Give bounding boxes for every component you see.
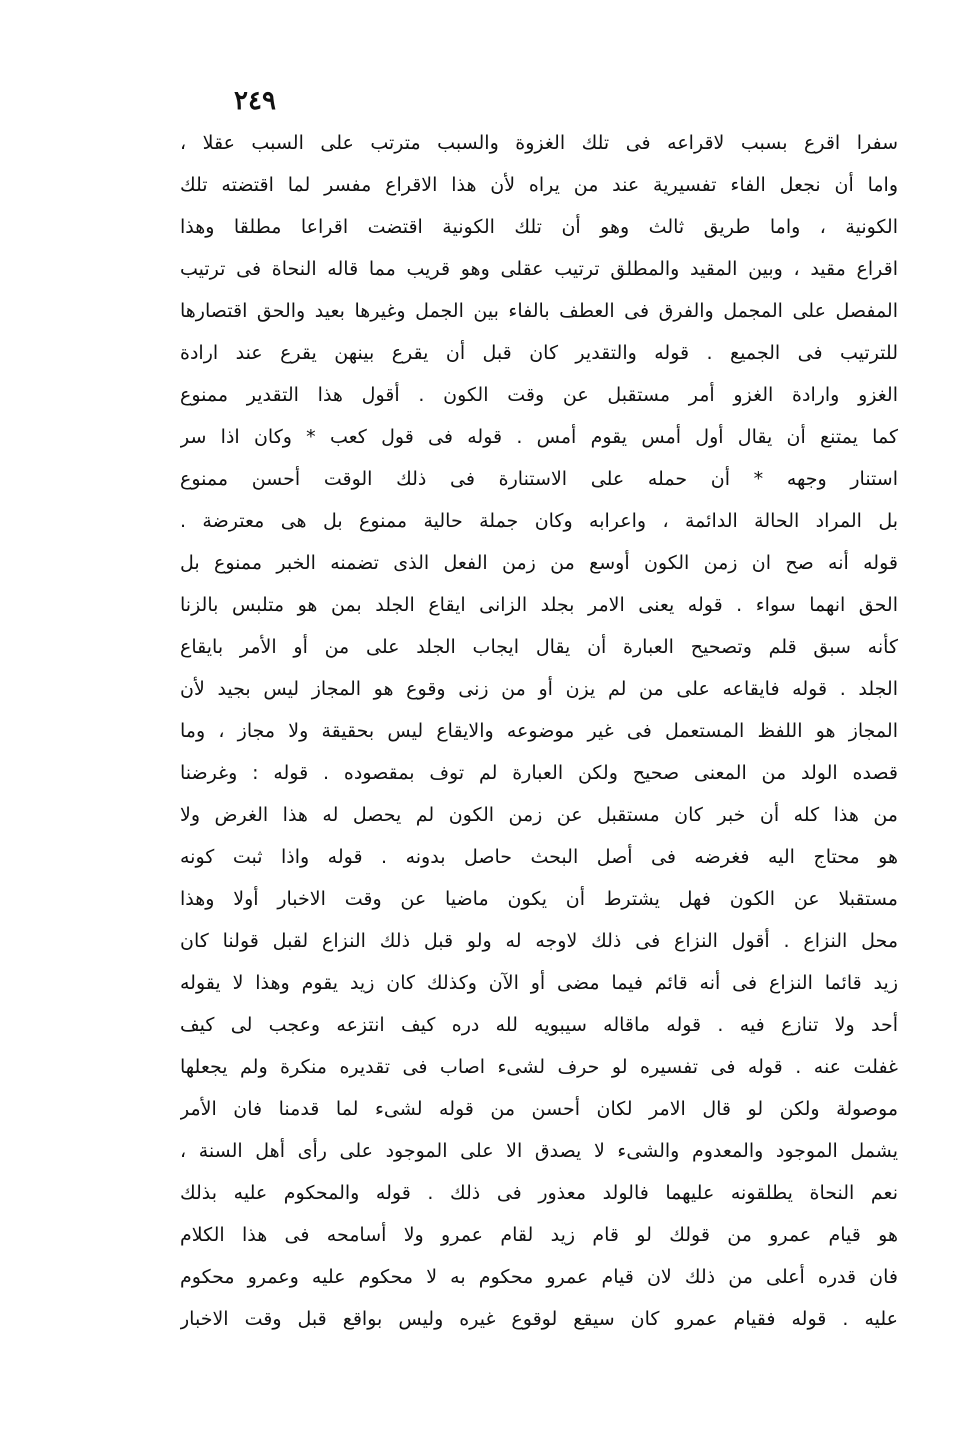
text-line: الغزو وارادة الغزو أمر مستقبل عن وقت الكون . أقول هذا التقدير ممنوع	[180, 384, 898, 406]
text-line: المجاز هو اللفظ المستعمل فى غير موضوعه والايقاع ليس بحقيقة ولا مجاز ، وما	[180, 720, 898, 742]
text-line: من هذا كله أن خبر كان مستقبل عن زمن الكون لم يحصل له هذا الغرض ولا	[180, 804, 898, 826]
text-line: مستقبلا عن الكون فهل يشترط أن يكون ماضيا عن وقت الاخبار أولا وهذا	[180, 888, 898, 910]
text-line: واما أن نجعل الفاء تفسيرية عند من يراه لأن هذا الاقراع مفسر لما اقتضته تلك	[180, 174, 898, 196]
text-line: زيد قائما النزاع فى أنه قائم فيما مضى أو الآن وكذلك كان زيد يقوم وهذا لا يقوله	[180, 972, 898, 994]
text-line: أحد ولا تنازع فيه . قوله ماقاله سيبويه لله دره كيف انتزعه وعجب لى كيف	[180, 1014, 898, 1036]
text-line: استنار وجهه * أن حمله على الاستنارة فى ذلك الوقت أحسن ممنوع	[180, 468, 898, 490]
text-line: سفرا اقرع بسبب لاقراعه فى تلك الغزوة والسبب مترتب على السبب عقلا ،	[180, 132, 898, 154]
text-line: نعم النحاة يطلقونه عليهما فالولد معذور فى ذلك . قوله والمحكوم عليه بذلك	[180, 1182, 898, 1204]
text-line: قوله أنه صح ان زمن الكون أوسع من زمن الفعل الذى تضمنه الخبر ممنوع بل	[180, 552, 898, 574]
text-line: يشمل الموجود والمعدوم والشىء لا يصدق الا على الموجود على رأى أهل السنة ،	[180, 1140, 898, 1162]
text-line: اقراع مقيد ، وبين المقيد والمطلق ترتيب عقلى وهو قريب مما قاله النحاة فى ترتيب	[180, 258, 898, 280]
text-line: كما يمتنع أن يقال أول أمس يقوم أمس . قوله فى قول كعب * وكان اذا سر	[180, 426, 898, 448]
text-line: المفصل على المجمل والفرق فى العطف بالفاء بين الجمل وغيرها بعيد والحق اقتصارها	[180, 300, 898, 322]
text-line: قصده الولد من المعنى صحيح ولكن العبارة لم توف بمقصوده . قوله : وغرضنا	[180, 762, 898, 784]
body-text	[180, 122, 898, 1340]
text-line: موصولة ولكن لو قال الامر لكان أحسن من قوله لشىء لما قدمنا فان الأمر	[180, 1098, 898, 1120]
text-line: محل النزاع . أقول النزاع فى ذلك لاوجه له ولو قبل ذلك النزاع لقبل قولنا كان	[180, 930, 898, 952]
page-number: ٢٤٩	[234, 86, 276, 116]
text-line: غفلت عنه . قوله فى تفسيره لو حرف لشىء اصاب فى تقديره منكرة ولم يجعلها	[180, 1056, 898, 1078]
text-line: للترتيب فى الجميع . قوله والتقدير كان قبل أن يقرع بينهن يقرع عند ارادة	[180, 342, 898, 364]
text-line: عليه . قوله فقيام عمرو كان سيقع لوقوع غيره وليس بواقع قبل وقت الاخبار	[180, 1308, 898, 1330]
text-line: هو قيام عمرو من قولك لو قام زيد لقام عمرو ولا أسامحه فى هذا الكلام	[180, 1224, 898, 1246]
text-line: فان قدره أعلى من ذلك لان قيام عمرو محكوم به لا محكوم عليه وعمرو محكوم	[180, 1266, 898, 1288]
text-line: كأنه سبق قلم وتصحيح العبارة أن يقال ايجاب الجلد على من أو الأمر بايقاع	[180, 636, 898, 658]
text-line: هو محتاج اليه فغرضه فى أصل البحث حاصل بدونه . قوله واذا ثبت كونه	[180, 846, 898, 868]
text-line: الجلد . قوله فايقاعه على من لم يزن أو من زنى وقوع هو المجاز ليس بجيد لأن	[180, 678, 898, 700]
text-line: الكونية ، واما طريق ثالث وهو أن تلك الكونية اقتضت اقراعا مطلقا وهذا	[180, 216, 898, 238]
text-line: بل المراد الحالة الدائمة ، واعرابه وكان جملة حالية ممنوع بل هى معترضة .	[180, 510, 898, 532]
text-line: الحق انهما سواء . قوله يعنى الامر بجلد الزانى ايقاع الجلد بمن هو متلبس بالزنا	[180, 594, 898, 616]
